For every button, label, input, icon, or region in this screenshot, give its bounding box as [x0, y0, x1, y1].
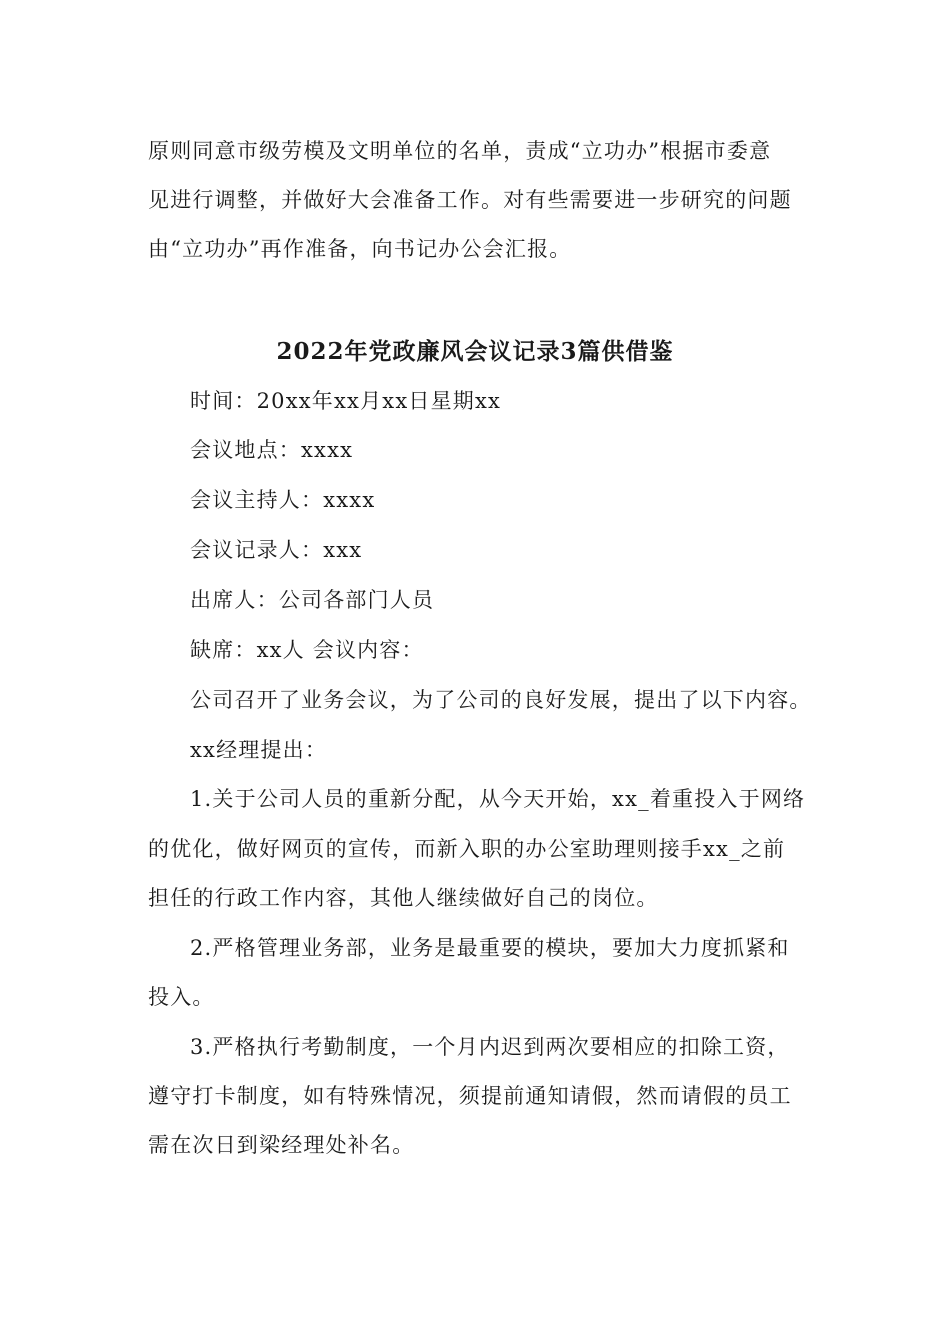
meta-host: 会议主持人：xxxx — [190, 488, 376, 512]
item-3-line: 遵守打卡制度，如有特殊情况，须提前通知请假，然而请假的员工 — [148, 1084, 792, 1108]
speaker-line: xx经理提出： — [190, 738, 328, 762]
item-2-line: 投入。 — [148, 985, 215, 1009]
meta-recorder: 会议记录人：xxx — [190, 538, 363, 562]
meta-absent: 缺席：xx人 会议内容： — [190, 638, 424, 662]
meta-location: 会议地点：xxxx — [190, 438, 354, 462]
item-2-line: 2.严格管理业务部，业务是最重要的模块，要加大力度抓紧和 — [190, 936, 790, 960]
intro-line: 由“立功办”再作准备，向书记办公会汇报。 — [148, 237, 572, 261]
item-3-line: 需在次日到梁经理处补名。 — [148, 1133, 415, 1157]
item-1-line: 1.关于公司人员的重新分配，从今天开始，xx_着重投入于网络 — [190, 787, 806, 811]
item-1-line: 担任的行政工作内容，其他人继续做好自己的岗位。 — [148, 886, 659, 910]
item-3-line: 3.严格执行考勤制度，一个月内迟到两次要相应的扣除工资， — [190, 1035, 790, 1059]
meta-attendees: 出席人：公司各部门人员 — [190, 588, 435, 612]
meta-time: 时间：20xx年xx月xx日星期xx — [190, 389, 502, 413]
opening-paragraph: 公司召开了业务会议，为了公司的良好发展，提出了以下内容。 — [190, 688, 812, 712]
intro-line: 原则同意市级劳模及文明单位的名单，责成“立功办”根据市委意 — [148, 139, 772, 163]
item-1-line: 的优化，做好网页的宣传，而新入职的办公室助理则接手xx_之前 — [148, 837, 786, 861]
intro-line: 见进行调整，并做好大会准备工作。对有些需要进一步研究的问题 — [148, 188, 792, 212]
document-title: 2022年党政廉风会议记录3篇供借鉴 — [276, 338, 674, 365]
